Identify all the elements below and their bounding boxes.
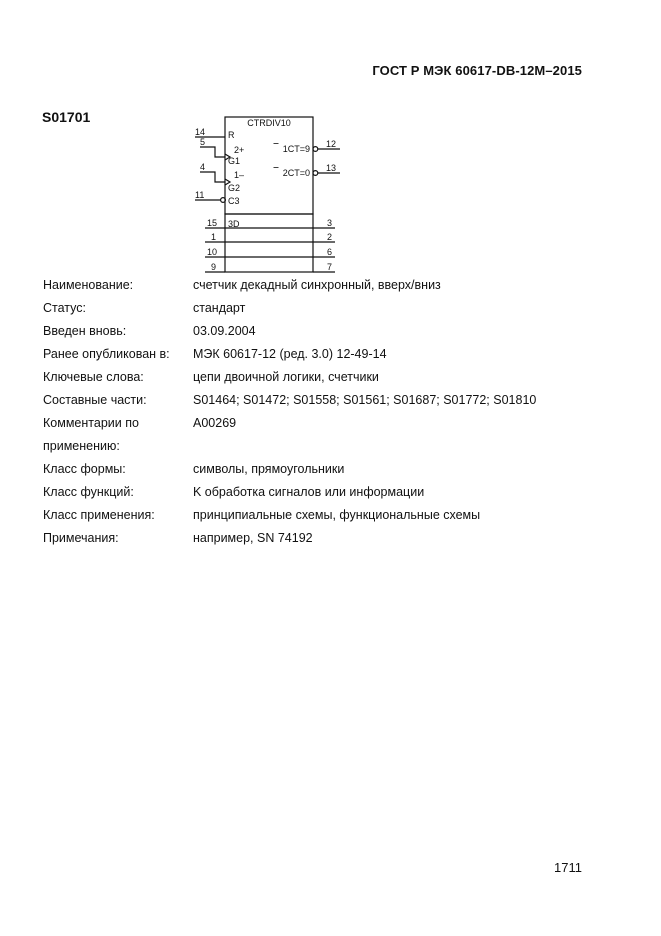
input-label: R: [228, 130, 235, 140]
property-row: [43, 297, 536, 320]
property-key: применению:: [43, 439, 120, 453]
symbol-code: S01701: [42, 109, 91, 125]
document-header-standard: ГОСТ Р МЭК 60617-DB-12M–2015: [372, 63, 582, 78]
property-key: Примечания:: [43, 531, 119, 545]
property-value: цепи двоичной логики, счетчики: [193, 370, 379, 384]
property-value: счетчик декадный синхронный, вверх/вниз: [193, 278, 441, 292]
property-value: МЭК 60617-12 (ред. 3.0) 12-49-14: [193, 347, 387, 361]
input-label: G1: [228, 156, 241, 166]
property-row: [43, 274, 536, 297]
pin-number: 9: [211, 262, 217, 272]
property-row: [43, 389, 536, 412]
pin-number: 13: [326, 163, 337, 173]
input-label: 2+: [234, 145, 245, 155]
property-value: например, SN 74192: [193, 531, 313, 545]
property-value: символы, прямоугольники: [193, 462, 345, 476]
property-row: [43, 481, 536, 504]
property-key: Ранее опубликован в:: [43, 347, 170, 361]
data-row-label: 3D: [228, 219, 240, 229]
pin-number: 10: [207, 247, 218, 257]
pin-number: 6: [327, 247, 333, 257]
property-value: K обработка сигналов или информации: [193, 485, 425, 499]
pin-number: 2: [327, 232, 333, 242]
property-key: Составные части:: [43, 393, 147, 407]
property-value: S01464; S01472; S01558; S01561; S01687; S01772; S01810: [193, 393, 537, 407]
pin-number: 7: [327, 262, 333, 272]
input-label: G2: [228, 183, 241, 193]
property-row: [43, 320, 536, 343]
input-label: 1–: [234, 170, 245, 180]
property-row: [43, 527, 536, 550]
pin-number: 3: [327, 218, 333, 228]
property-value: A00269: [193, 416, 237, 430]
counter-title: CTRDIV10: [247, 118, 291, 128]
properties-table: [43, 274, 536, 550]
property-key: Комментарии по: [43, 416, 139, 430]
property-key: Класс функций:: [43, 485, 134, 499]
input-label: C3: [228, 196, 240, 206]
property-key: Ключевые слова:: [43, 370, 144, 384]
pin-number: 4: [200, 162, 206, 172]
pin-number: 11: [195, 190, 205, 200]
property-key: Класс применения:: [43, 508, 155, 522]
property-row: [43, 458, 536, 481]
property-row: [43, 435, 536, 458]
pin-number: 12: [326, 139, 337, 149]
property-value: 03.09.2004: [193, 324, 256, 338]
page-number: 1711: [554, 860, 582, 875]
output-label: 2CT=0: [282, 168, 310, 178]
property-value: принципиальные схемы, функциональные схемы: [193, 508, 481, 522]
property-key: Класс формы:: [43, 462, 126, 476]
property-row: [43, 366, 536, 389]
pin-number: 15: [207, 218, 218, 228]
property-value: стандарт: [193, 301, 246, 315]
property-row: [43, 504, 536, 527]
pin-number: 14: [195, 127, 206, 137]
output-label: 1CT=9: [282, 144, 310, 154]
property-key: Наименование:: [43, 278, 134, 292]
pin-number: 5: [200, 137, 206, 147]
property-row: [43, 412, 536, 435]
pin-number: 1: [211, 232, 217, 242]
property-key: Статус:: [43, 301, 86, 315]
counter-symbol-diagram: [190, 112, 350, 277]
property-key: Введен вновь:: [43, 324, 127, 338]
property-row: [43, 343, 536, 366]
